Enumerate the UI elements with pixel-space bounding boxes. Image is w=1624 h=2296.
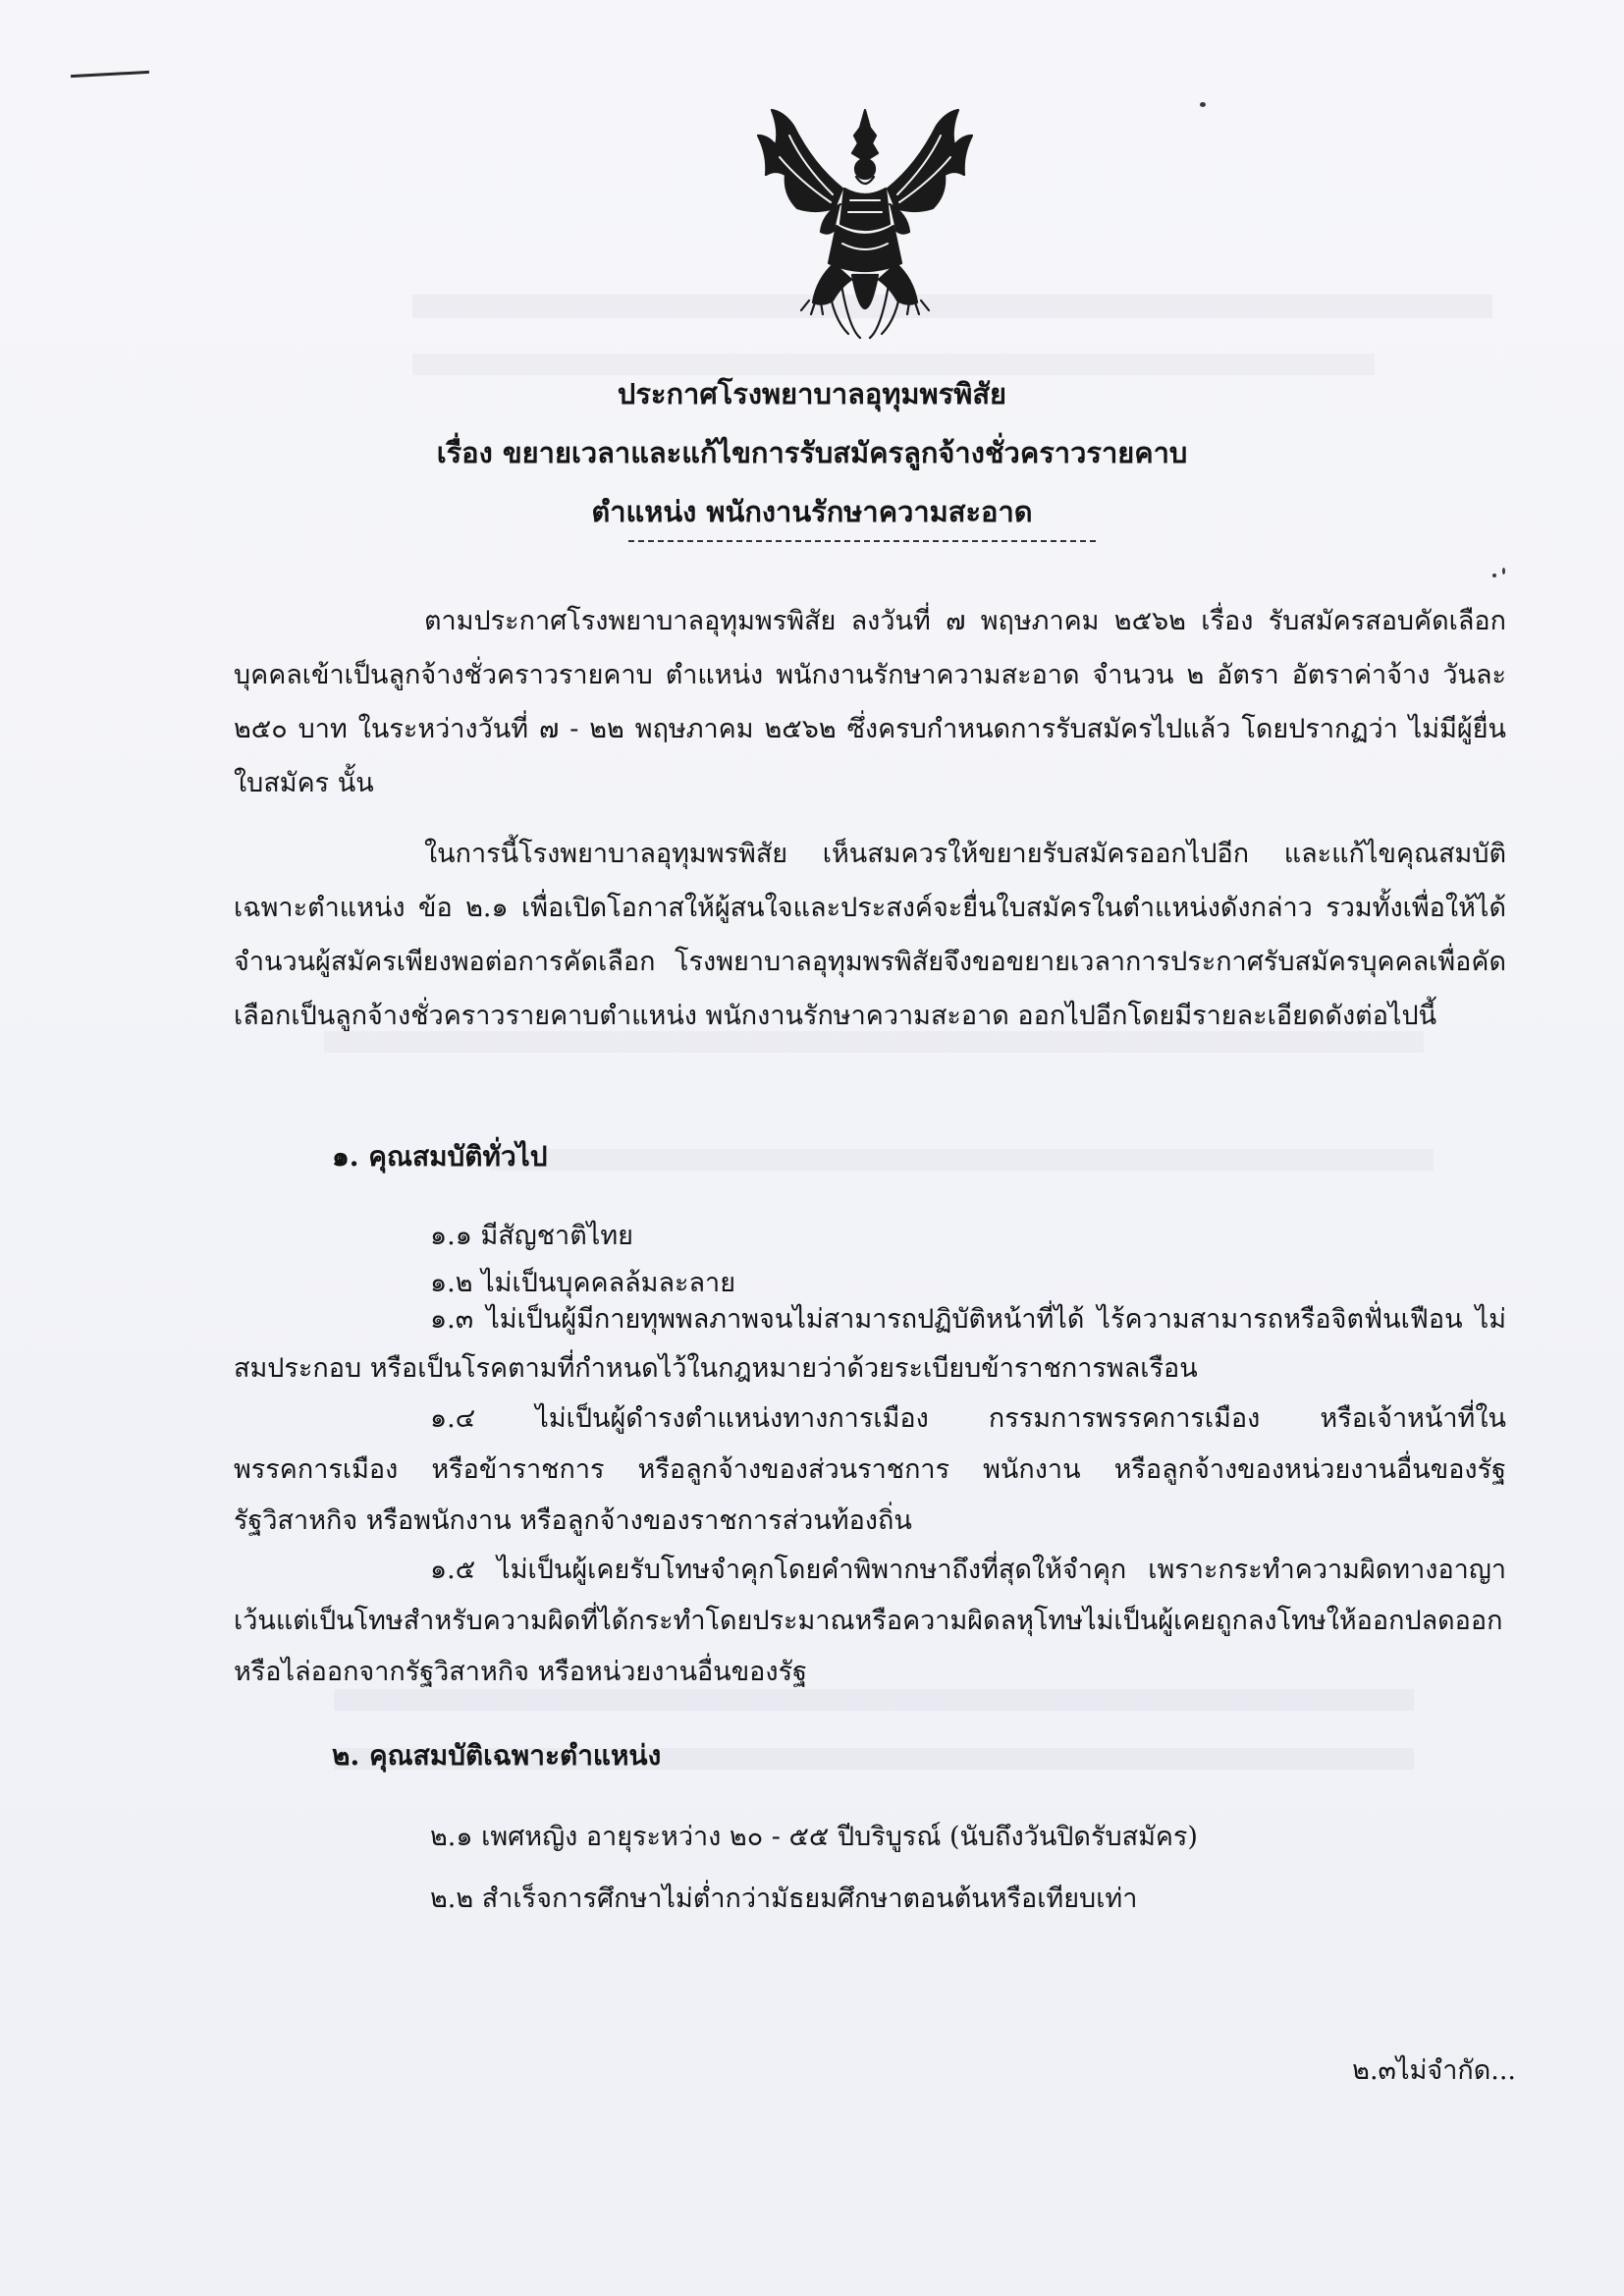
qualification-item: ๑.๑ มีสัญชาติไทย — [430, 1221, 633, 1251]
qualification-item: ๒.๒ สำเร็จการศึกษาไม่ต่ำกว่ามัธยมศึกษาตอนต้นหรือเทียบเท่า — [430, 1884, 1138, 1914]
bleed-through-artifact — [491, 1149, 1434, 1171]
scan-speck — [1492, 574, 1496, 577]
qualification-item: ๑.๒ ไม่เป็นบุคคลล้มละลาย — [430, 1268, 736, 1298]
announcement-position: ตำแหน่ง พนักงานรักษาความสะอาด — [591, 495, 1033, 528]
title-divider — [628, 540, 1096, 542]
section-general-qualifications-heading: ๑. คุณสมบัติทั่วไป — [332, 1140, 548, 1173]
qualification-item: ๑.๕ ไม่เป็นผู้เคยรับโทษจำคุกโดยคำพิพากษาถึงที่สุดให้จำคุก เพราะกระทำความผิดทางอาญา เว้นแต่เป็นโทษสำหรับความผิดที่ได้กระทำโดยประมาณหรือความผิดลหุโทษไม่เป็นผู้เคยถูกลงโทษให้ออกปลดออก หรือไล่ออกจากรัฐวิสาหกิจ หรือหน่วยงานอื่นของรัฐ — [234, 1555, 1506, 1687]
announcement-subject: เรื่อง ขยายเวลาและแก้ไขการรับสมัครลูกจ้างชั่วคราวรายคาบ — [436, 436, 1188, 469]
announcement-title: ประกาศโรงพยาบาลอุทุมพรพิสัย — [617, 377, 1007, 410]
pen-mark — [71, 71, 149, 78]
section-specific-qualifications-heading: ๒. คุณสมบัติเฉพาะตำแหน่ง — [332, 1739, 662, 1772]
intro-paragraph: ตามประกาศโรงพยาบาลอุทุมพรพิสัย ลงวันที่ ๗ พฤษภาคม ๒๕๖๒ เรื่อง รับสมัครสอบคัดเลือกบุคคลเข้าเป็นลูกจ้างชั่วคราวรายคาบ ตำแหน่ง พนักงานรักษาความสะอาด จำนวน ๒ อัตรา อัตราค่าจ้าง วันละ ๒๕๐ บาท ในระหว่างวันที่ ๗ - ๒๒ พฤษภาคม ๒๕๖๒ ซึ่งครบกำหนดการรับสมัครไปแล้ว โดยปรากฏว่า ไม่มีผู้ยื่นใบสมัคร นั้น — [234, 606, 1506, 798]
scan-speck — [1200, 102, 1206, 107]
qualification-item: ๑.๔ ไม่เป็นผู้ดำรงตำแหน่งทางการเมือง กรรมการพรรคการเมือง หรือเจ้าหน้าที่ในพรรคการเมือง หรือข้าราชการ หรือลูกจ้างของส่วนราชการ พนักงาน หรือลูกจ้างของหน่วยงานอื่นของรัฐ รัฐวิสาหกิจ หรือพนักงาน หรือลูกจ้างของราชการส่วนท้องถิ่น — [234, 1403, 1506, 1536]
qualification-item: ๒.๑ เพศหญิง อายุระหว่าง ๒๐ - ๕๕ ปีบริบูรณ์ (นับถึงวันปิดรับสมัคร) — [430, 1822, 1198, 1852]
garuda-emblem-icon — [754, 106, 976, 348]
extension-paragraph: ในการนี้โรงพยาบาลอุทุมพรพิสัย เห็นสมควรให้ขยายรับสมัครออกไปอีก และแก้ไขคุณสมบัติเฉพาะตำแหน่ง ข้อ ๒.๑ เพื่อเปิดโอกาสให้ผู้สนใจและประสงค์จะยื่นใบสมัครในตำแหน่งดังกล่าว รวมทั้งเพื่อให้ได้จำนวนผู้สมัครเพียงพอต่อการคัดเลือก โรงพยาบาลอุทุมพรพิสัยจึงขอขยายเวลาการประกาศรับสมัครบุคคลเพื่อคัดเลือกเป็นลูกจ้างชั่วคราวรายคาบตำแหน่ง พนักงานรักษาความสะอาด ออกไปอีกโดยมีรายละเอียดดังต่อไปนี้ — [234, 839, 1506, 1031]
qualification-item: ๑.๓ ไม่เป็นผู้มีกายทุพพลภาพจนไม่สามารถปฏิบัติหน้าที่ได้ ไร้ความสามารถหรือจิตฟั่นเฟือน ไม่สมประกอบ หรือเป็นโรคตามที่กำหนดไว้ในกฎหมายว่าด้วยระเบียบข้าราชการพลเรือน — [234, 1304, 1506, 1384]
scan-speck — [1502, 568, 1505, 574]
page-continuation-note: ๒.๓ไม่จำกัด... — [1352, 2055, 1516, 2086]
